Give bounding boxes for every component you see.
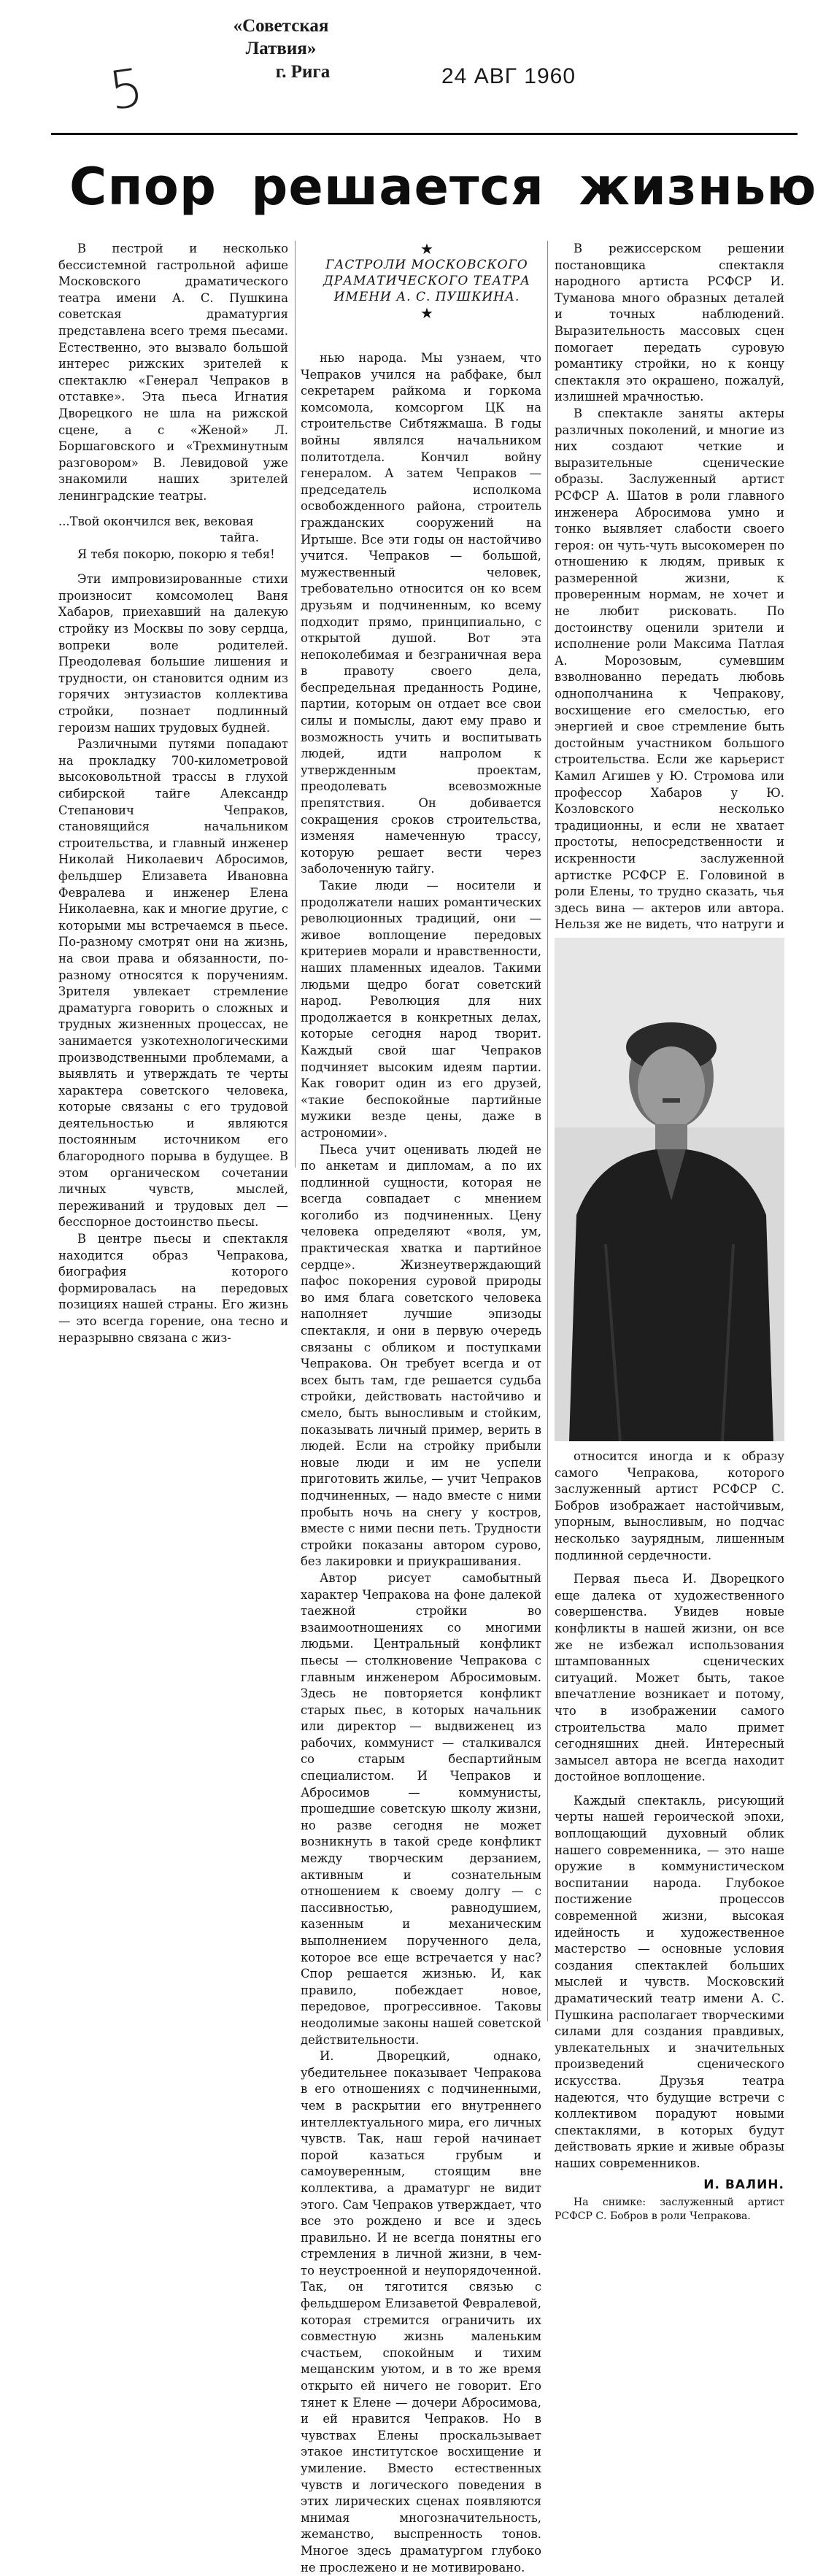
poem-line: ...Твой окончился век, вековая	[58, 514, 254, 528]
paragraph: Автор рисует самобытный характер Чепракова на фоне далекой таежной стройки во взаимоотношениях со многими людьми. Центральный конфликт пьесы — столкновение Чепракова с главным инженером Абросимовым. Здесь не повторяется конфликт старых пьес, в которых начальник или директор — выдвиженец из рабочих, коммунист — сталкивался со старым беспартийным специалистом. И Чепраков и Абросимов — коммунисты, прошедшие советскую школу жизни, но разве сегодня не может возникнуть в такой среде конфликт между творческим дерзанием, активным и сознательным отношением к своему долгу — с пассивностью, равнодушием, казенным и механическим выполнением порученного дела, которое все еще встречается у нас? Спор решается жизнью. И, как правило, побеждает новое, передовое, прогрессивное. Таковы неодолимые законы нашей советской действительности.	[301, 1570, 541, 2047]
paragraph: И. Дворецкий, однако, убедительнее показывает Чепракова в его отношениях с подчиненными, чем в раскрытии его внутреннего интеллектуального мира, его личных чувств. Так, наш герой начинает порой казаться грубым и самоуверенным, стоящим вне коллектива, а драматург не видит этого. Сам Чепраков утверждает, что все это рождено и все и здесь правильно. И не всегда понятны его стремления в личной жизни, в чем-то неустроенной и неупорядоченной. Так, он тяготится связью с фельдшером Елизаветой Февралевой, которая стремится ограничить их совместную жизнь маленьким счастьем, спокойным и тихим мещанским уютом, и в то же время открыто ей ничего не говорит. Его тянет к Елене — дочери Абросимова, и ей нравится Чепраков. Но в чувствах Елены проскальзывает этакое институтское восхищение и умиление. Вместо естественных чувств и логического поведения в этих лирических сценах появляются мнимая многозначительность, жеманство, выспренность тонов. Многое здесь драматургом глубоко не прослежено и не мотивировано.	[301, 2049, 541, 2575]
article-subtitle: ГАСТРОЛИ МОСКОВСКОГО ДРАМАТИЧЕСКОГО ТЕАТРА ИМЕНИ А. С. ПУШКИНА.	[323, 258, 531, 304]
photo-caption: На снимке: заслуженный артист РСФСР С. Бобров в роли Чепракова.	[555, 2197, 784, 2223]
star-ornament: ★	[420, 304, 433, 322]
source-newspaper: «Советская Латвия»	[233, 16, 329, 59]
star-ornament: ★	[420, 240, 433, 258]
article-column-2	[301, 350, 541, 2576]
column-divider	[295, 241, 296, 1168]
article-column-1	[58, 241, 288, 1346]
paragraph: В спектакле заняты актеры различных поколений, и многие из них создают четкие и выразительные сценические образы. Заслуженный артист РСФСР А. Шатов в роли главного инженера Абросимова умно и тонко выявляет слабости своего героя: он чуть-чуть высокомерен по отношению к людям, привык к размеренной жизни, к проверенным нормам, не хочет и не любит рисковать. По достоинству оценили зрители и исполнение роли Максима Патлая А. Морозовым, сумевшим взволнованно передать любовь однополчанина к Чепракову, восхищение его смелостью, его энергией и свое стремление быть достойным участником большого строительства. Если же карьерист Камил Агишев у Ю. Стромова или профессор Хабаров у Ю. Козловского несколько традиционны, и если не хватает простоты, непосредственности и искренности заслуженной артистке РСФСР Е. Головиной в роли Елены, то трудно сказать, чья здесь вина — актеров или автора. Нельзя же не видеть, что натруги и	[555, 406, 784, 932]
date-stamp: 24 АВГ 1960	[441, 64, 576, 88]
article-headline: Спор решается жизнью	[69, 157, 817, 217]
article-column-3-continued	[555, 1449, 784, 2224]
column-divider	[547, 241, 548, 2021]
paragraph: Каждый спектакль, рисующий черты нашей героической эпохи, воплощающий духовный облик нашего современника, — это наше оружие в коммунистическом воспитании народа. Глубокое постижение процессов современной жизни, высокая идейность и художественное мастерство — основные условия создания спектаклей больших мыслей и чувств. Московский драматический театр имени А. С. Пушкина располагает творческими силами для создания правдивых, увлекательных и значительных произведений сценического искусства. Друзья театра надеются, что будущие встречи с коллективом порадуют новыми спектаклями, в которых будут действовать яркие и живые образы наших современников.	[555, 1793, 784, 2170]
handwritten-number: 5	[105, 56, 147, 122]
portrait-illustration	[555, 938, 784, 1441]
paragraph: В центре пьесы и спектакля находится образ Чепракова, биография которого формировалась на передовых позициях нашей страны. Его жизнь — это всегда горение, она тесно и неразрывно связана с жиз-	[58, 1232, 288, 1345]
top-rule	[51, 133, 798, 135]
poem-quote	[58, 514, 288, 563]
paragraph: Различными путями попадают на прокладку 700-километровой высоковольтной трассы в глухой сибирской тайге Александр Степанович Чепраков, становящийся начальником строительства, и главный инженер Николай Николаевич Абросимов, фельдшер Елизавета Ивановна Февралева и инженер Елена Николаевна, как и многие другие, с которыми мы встречаемся в пьесе. По-разному смотрят они на жизнь, на свои права и обязанности, по-разному относятся к поручениям. Зрителя увлекает стремление драматурга говорить о сложных и трудных жизненных процессах, не занимается узкотехнологическими производственными проблемами, а выявлять и утверждать те черты характера советского человека, которые связаны с его трудовой деятельностью и являются постоянным источником его благородного порыва в будущее. В этом органическом сочетании личных чувств, мыслей, переживаний и трудовых дел — бесспорное достоинство пьесы.	[58, 737, 288, 1230]
paragraph: В режиссерском решении постановщика спектакля народного артиста РСФСР И. Туманова много образных деталей и точных наблюдений. Выразительность массовых сцен помогает передать суровую романтику стройки, но к концу спектакля это окрашено, пожалуй, излишней мрачностью.	[555, 242, 784, 404]
paragraph: Первая пьеса И. Дворецкого еще далека от художественного совершенства. Увидев новые конфликты в нашей жизни, он все же не избежал использования штампованных сценических ситуаций. Может быть, такое впечатление возникает и потому, что в изображении самого строительства мало примет сегодняшних дней. Интересный замысел автора не всегда находит достойное воплощение.	[555, 1572, 784, 1784]
paragraph: нью народа. Мы узнаем, что Чепраков учился на рабфаке, был секретарем райкома и горкома комсомола, комсоргом ЦК на строительстве Сибтяжмаша. В годы войны являлся начальником политотдела. Кончил войну генералом. А затем Чепраков — председатель исполкома освобожденного района, строитель гражданских сооружений на Иртыше. Все эти годы он настойчиво учится. Чепраков — большой, мужественный человек, требовательно относится он ко всем друзьям и подчиненным, ко всему подходит прямо, принципиально, с открытой душой. Вот эта непоколебимая и безграничная вера в правоту своего дела, беспредельная преданность Родине, партии, которым он отдает все свои силы и помыслы, дают ему право и возможность учить и воспитывать людей, идти напролом к утвержденным проектам, преодолевать всевозможные препятствия. Он добивается сокращения сроков строительства, изменяя намеченную трассу, которую решает вести через заболоченную тайгу.	[301, 351, 541, 876]
paragraph: Такие люди — носители и продолжатели наших романтических революционных традиций, они — живое воплощение передовых критериев морали и нравственности, наших пламенных идеалов. Такими людьми щедро богат советский народ. Революция для них продолжается в конкретных делах, которые сегодня народ творит. Каждый свой шаг Чепраков подчиняет высоким идеям партии. Как говорит один из его друзей, «такие беспокойные партийные мужики везде цены, даже в астрономии».	[301, 879, 541, 1140]
source-city: г. Рига	[275, 61, 331, 82]
author-signature: И. ВАЛИН.	[703, 2177, 784, 2192]
paragraph: В пестрой и несколько бессистемной гастрольной афише Московского драматического театра имени А. С. Пушкина советская драматургия представлена всего тремя пьесами. Естественно, это вызвало большой интерес рижских зрителей к спектаклю «Генерал Чепраков в отставке». Эта пьеса Игнатия Дворецкого не шла на рижской сцене, а с «Женой» Л. Боршаговского и «Трехминутным разговором» В. Левидовой уже знакомили наших зрителей ленинградские театры.	[58, 242, 288, 503]
poem-line: тайга.	[220, 531, 259, 545]
paragraph: Эти импровизированные стихи произносит комсомолец Ваня Хабаров, приехавший на далекую стройку из Москвы по зову сердца, вопреки воле родителей. Преодолевая большие лишения и трудности, он становится одним из горячих энтузиастов коллектива стройки, познает подлинный героизм наших трудовых будней.	[58, 572, 288, 735]
article-column-3	[555, 241, 784, 1049]
poem-line: Я тебя покорю, покорю я тебя!	[77, 547, 275, 561]
paragraph: Пьеса учит оценивать людей не по анкетам и дипломам, а по их подлинной сущности, которая не всегда совпадает с мнением коголибо из подчиненных. Цену человека определяют «воля, ум, практическая хватка и партийное сердце». Жизнеутверждающий пафос покорения суровой природы во имя блага советского человека наполняет лучшие эпизоды спектакля, и они в первую очередь связаны с обликом и поступками Чепракова. Он требует всегда и от всех быть там, где решается судьба стройки, действовать настойчиво и смело, быть выносливым и стойким, показывать личный пример, верить в людей. Если на стройку прибыли новые люди и им не успели приготовить жилье, — учит Чепраков подчиненных, — надо вместе с ними пробыть ночь на снегу у костров, вместе с ними песни петь. Трудности стройки показаны автором сурово, без лакировки и приукрашивания.	[301, 1142, 541, 1569]
subtitle-block	[317, 241, 536, 321]
paragraph: относится иногда и к образу самого Чепракова, которого заслуженный артист РСФСР С. Бобров изображает настойчивым, упорным, выносливым, но подчас несколько заурядным, лишенным подлинной сердечности.	[555, 1449, 784, 1562]
clipping-source	[197, 15, 365, 83]
actor-photo	[555, 938, 784, 1441]
